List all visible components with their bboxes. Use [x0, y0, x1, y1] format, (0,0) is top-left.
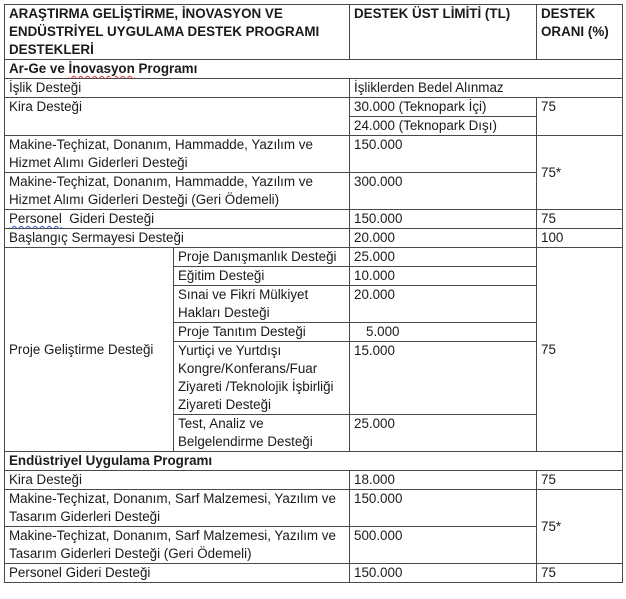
row-value: 20.000 — [350, 229, 537, 248]
row-label: Kira Desteği — [5, 471, 350, 490]
row-label: Personel Gideri Desteği — [5, 564, 350, 583]
row-value: 300.000 — [350, 173, 537, 210]
row-label: Proje Geliştirme Desteği — [5, 248, 174, 452]
sub-label: Proje Tanıtım Desteği — [174, 323, 350, 342]
section-row-arge — [5, 60, 623, 79]
row-value: 150.000 — [350, 136, 537, 173]
row-value: 30.000 (Teknopark İçi) — [350, 98, 537, 117]
sub-label: Eğitim Desteği — [174, 267, 350, 286]
row-value: 150.000 — [350, 490, 537, 527]
row-value: 18.000 — [350, 471, 537, 490]
table-row — [5, 98, 623, 117]
table-row — [5, 173, 623, 210]
row-value: 150.000 — [350, 564, 537, 583]
row-value: 20.000 — [350, 286, 537, 323]
row-label: Personel Gideri Desteği — [5, 210, 350, 229]
row-rate: 75 — [537, 564, 623, 583]
row-value: 24.000 (Teknopark Dışı) — [350, 117, 537, 136]
row-value: 5.000 — [350, 323, 537, 342]
row-rate: 75 — [537, 248, 623, 452]
row-value: 25.000 — [350, 248, 537, 267]
row-rate: 75 — [537, 210, 623, 229]
header-limit: DESTEK ÜST LİMİTİ (TL) — [350, 5, 537, 60]
table-row — [5, 79, 623, 98]
row-label: Makine-Teçhizat, Donanım, Sarf Malzemesi, Yazılım ve Tasarım Giderleri Desteği — [5, 490, 350, 527]
row-label: Makine-Teçhizat, Donanım, Sarf Malzemesi, Yazılım ve Tasarım Giderleri Desteği (Geri Ödemeli) — [5, 527, 350, 564]
section-title-endustriyel: Endüstriyel Uygulama Programı — [5, 452, 623, 471]
section-title-arge: Ar-Ge ve İnovasyon Programı — [5, 60, 623, 79]
row-rate: 100 — [537, 229, 623, 248]
row-rate: 75* — [537, 490, 623, 564]
table-row — [5, 564, 623, 583]
table-row — [5, 527, 623, 564]
row-label: İşlik Desteği — [5, 79, 350, 98]
row-rate: 75* — [537, 136, 623, 210]
header-row — [5, 5, 623, 60]
table-row — [5, 248, 623, 267]
table-row — [5, 471, 623, 490]
sub-label: Proje Danışmanlık Desteği — [174, 248, 350, 267]
row-label: Makine-Teçhizat, Donanım, Hammadde, Yazılım ve Hizmet Alımı Giderleri Desteği (Geri Ödemeli) — [5, 173, 350, 210]
row-label: Başlangıç Sermayesi Desteği — [5, 229, 350, 248]
header-program: ARAŞTIRMA GELİŞTİRME, İNOVASYON VE ENDÜSTRİYEL UYGULAMA DESTEK PROGRAMI DESTEKLERİ — [5, 5, 350, 60]
section-row-endustriyel — [5, 452, 623, 471]
sub-label: Sınai ve Fikri Mülkiyet Hakları Desteği — [174, 286, 350, 323]
row-label: Kira Desteği — [5, 98, 350, 136]
table-row — [5, 136, 623, 173]
row-value: İşliklerden Bedel Alınmaz — [350, 79, 623, 98]
sub-label: Yurtiçi ve Yurtdışı Kongre/Konferans/Fuar Ziyareti /Teknolojik İşbirliği Ziyareti Desteği — [174, 342, 350, 415]
row-value: 25.000 — [350, 415, 537, 452]
row-value: 10.000 — [350, 267, 537, 286]
header-rate: DESTEK ORANI (%) — [537, 5, 623, 60]
row-rate: 75 — [537, 98, 623, 136]
row-value: 15.000 — [350, 342, 537, 415]
sub-label: Test, Analiz ve Belgelendirme Desteği — [174, 415, 350, 452]
row-rate: 75 — [537, 471, 623, 490]
table-row — [5, 229, 623, 248]
table-row — [5, 210, 623, 229]
support-table — [4, 4, 623, 583]
row-value: 500.000 — [350, 527, 537, 564]
table-row — [5, 490, 623, 527]
row-value: 150.000 — [350, 210, 537, 229]
row-label: Makine-Teçhizat, Donanım, Hammadde, Yazılım ve Hizmet Alımı Giderleri Desteği — [5, 136, 350, 173]
